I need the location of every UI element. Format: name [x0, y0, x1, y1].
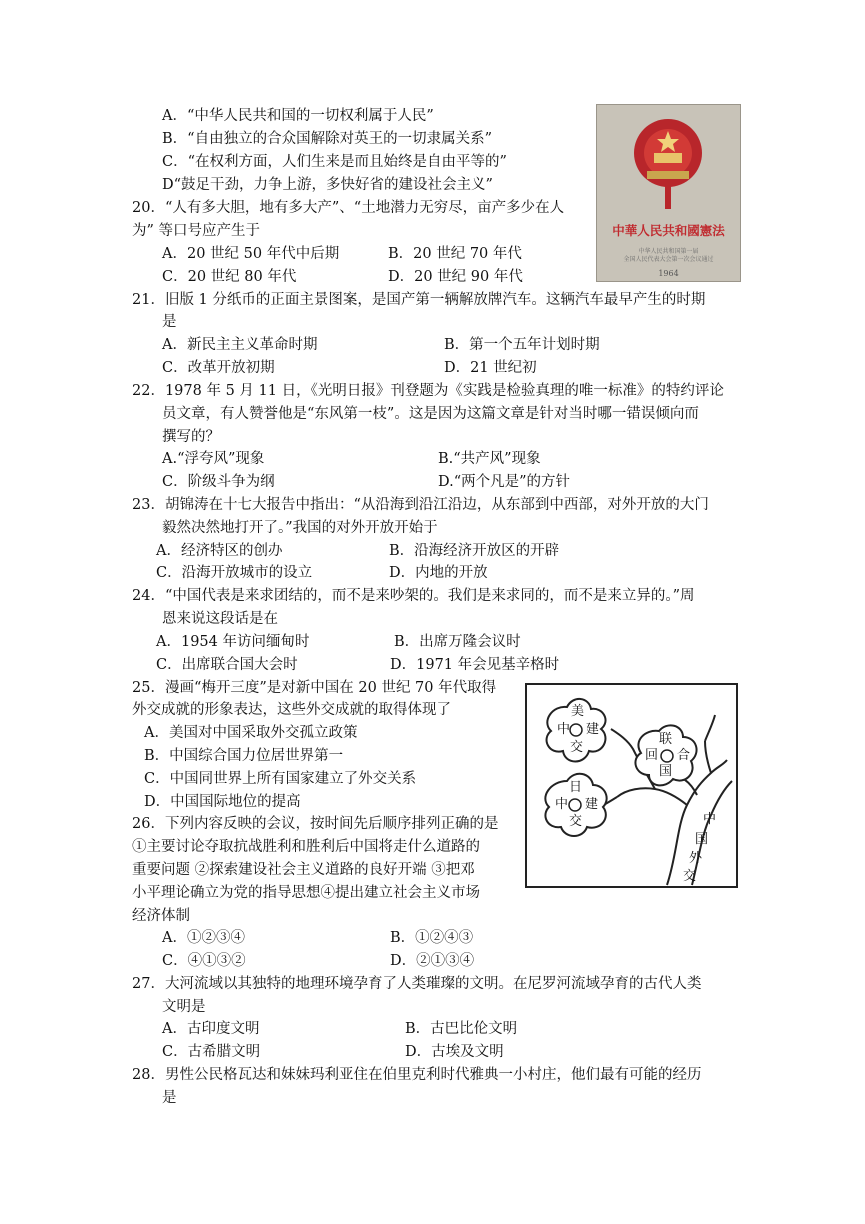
q27-stem-cont: 文明是: [162, 999, 206, 1015]
q23-option-d: D．内地的开放: [389, 565, 488, 581]
book-publisher: [597, 248, 740, 264]
q27-option-d: D．古埃及文明: [405, 1044, 504, 1060]
q22-option-b: B.“共产风”现象: [438, 451, 541, 467]
q21-option-c: C．改革开放初期: [162, 360, 275, 376]
flower3-char-4: 交: [569, 814, 583, 829]
q24-stem: 24．“中国代表是来求团结的，而不是来吵架的。我们是来求同的，而不是来立异的。”周: [132, 588, 695, 604]
q21-stem: 21．旧版 1 分纸币的正面主景图案，是国产第一辆解放牌汽车。这辆汽车最早产生的时期: [132, 292, 706, 308]
q19-option-c: C．“在权利方面，人们生来是而且始终是自由平等的”: [162, 154, 507, 170]
flower3-char-2: 中: [555, 797, 569, 812]
flower1-char-1: 美: [571, 704, 585, 719]
q24-option-c: C．出席联合国大会时: [156, 657, 298, 673]
q26-stem-cont-3: 小平理论确立为党的指导思想④提出建立社会主义市场: [132, 885, 480, 901]
q19-option-d: D“鼓足干劲，力争上游，多快好省的建设社会主义”: [162, 177, 493, 193]
q21-option-b: B．第一个五年计划时期: [444, 337, 600, 353]
book-title: 中華人民共和國憲法: [612, 223, 725, 238]
flower1-char-3: 建: [586, 722, 600, 737]
flower2-char-4: 国: [659, 764, 673, 779]
q26-stem-cont-1: ①主要讨论夺取抗战胜利和胜利后中国将走什么道路的: [132, 839, 480, 855]
q24-stem-cont: 恩来说这段话是在: [162, 611, 278, 627]
flower1-char-4: 交: [570, 740, 584, 755]
q27-option-c: C．古希腊文明: [162, 1044, 261, 1060]
q22-stem-cont-2: 撰写的？: [162, 429, 220, 445]
book-year: 1964: [658, 269, 679, 278]
cartoon-drawing: [527, 685, 736, 886]
q20-stem: 20．“人有多大胆，地有多大产”、“土地潜力无穷尽，亩产多少在人: [132, 200, 565, 216]
q27-option-a: A．古印度文明: [162, 1021, 260, 1037]
q24-option-a: A．1954 年访问缅甸时: [156, 634, 310, 650]
book-publisher-line-2: 全国人民代表大会第一次会议通过: [623, 256, 714, 263]
q22-option-d: D.“两个凡是”的方针: [438, 474, 571, 490]
q23-option-a: A．经济特区的创办: [156, 543, 283, 559]
q23-option-b: B．沿海经济开放区的开辟: [389, 543, 560, 559]
national-emblem-icon: [627, 111, 709, 211]
q21-option-d: D．21 世纪初: [444, 360, 537, 376]
q25-option-a: A．美国对中国采取外交孤立政策: [144, 725, 358, 741]
branch-char-2: 国: [695, 832, 709, 847]
q26-stem-cont-2: 重要问题 ②探索建设社会主义道路的良好开端 ③把邓: [132, 862, 475, 878]
q20-option-c: C．20 世纪 80 年代: [162, 269, 297, 285]
q26-option-d: D．②①③④: [390, 953, 475, 969]
q28-stem-cont: 是: [162, 1090, 177, 1106]
q20-stem-cont: 为” 等口号应产生于: [132, 223, 261, 239]
q23-stem: 23．胡锦涛在十七大报告中指出：“从沿海到沿江沿边，从东部到中西部，对外开放的大门: [132, 497, 709, 513]
flower2-char-3: 合: [677, 748, 691, 763]
q25-option-b: B．中国综合国力位居世界第一: [144, 748, 344, 764]
q22-option-c: C．阶级斗争为纲: [162, 474, 275, 490]
q20-option-d: D．20 世纪 90 年代: [388, 269, 523, 285]
q27-option-b: B．古巴比伦文明: [405, 1021, 518, 1037]
flower1-char-2: 中: [557, 722, 571, 737]
q19-option-a: A．“中华人民共和国的一切权利属于人民”: [162, 108, 434, 124]
book-publisher-line-1: 中华人民共和国第一届: [638, 248, 699, 255]
q25-option-c: C．中国同世界上所有国家建立了外交关系: [144, 771, 417, 787]
q22-option-a: A.“浮夸风”现象: [162, 451, 265, 467]
q25-stem-cont: 外交成就的形象表达，这些外交成就的取得体现了: [132, 702, 451, 718]
q21-stem-cont: 是: [162, 314, 177, 330]
q26-option-a: A．①②③④: [162, 930, 245, 946]
q22-stem: 22．1978 年 5 月 11 日，《光明日报》刊登题为《实践是检验真理的唯一标准》的特约评论: [132, 383, 724, 399]
q19-option-b: B．“自由独立的合众国解除对英王的一切隶属关系”: [162, 131, 492, 147]
branch-char-1: 中: [703, 812, 717, 827]
constitution-book-image: [596, 104, 741, 282]
flower2-char-2: 回: [645, 748, 659, 763]
branch-char-4: 交: [683, 869, 697, 884]
q22-stem-cont-1: 员文章，有人赞誉他是“东风第一枝”。这是因为这篇文章是针对当时哪一错误倾向而: [162, 406, 699, 422]
q24-option-d: D．1971 年会见基辛格时: [390, 657, 560, 673]
q26-stem: 26．下列内容反映的会议，按时间先后顺序排列正确的是: [132, 816, 499, 832]
q25-stem: 25．漫画“梅开三度”是对新中国在 20 世纪 70 年代取得: [132, 680, 497, 696]
q20-option-b: B．20 世纪 70 年代: [388, 246, 522, 262]
branch-char-3: 外: [689, 851, 703, 866]
flower2-char-1: 联: [659, 732, 673, 747]
plum-blossom-cartoon: [525, 683, 738, 888]
q24-option-b: B．出席万隆会议时: [394, 634, 521, 650]
q21-option-a: A．新民主主义革命时期: [162, 337, 318, 353]
q26-option-c: C．④①③②: [162, 953, 246, 969]
flower3-char-3: 建: [585, 797, 599, 812]
q23-option-c: C．沿海开放城市的设立: [156, 565, 313, 581]
q27-stem: 27．大河流域以其独特的地理环境孕育了人类璀璨的文明。在尼罗河流域孕育的古代人类: [132, 976, 702, 992]
q25-option-d: D．中国国际地位的提高: [144, 794, 301, 810]
q28-stem: 28．男性公民格瓦达和妹妹玛利亚住在伯里克利时代雅典一小村庄，他们最有可能的经历: [132, 1067, 702, 1083]
q23-stem-cont: 毅然决然地打开了。”我国的对外开放开始于: [162, 520, 438, 536]
q26-stem-cont-4: 经济体制: [132, 908, 190, 924]
q20-option-a: A．20 世纪 50 年代中后期: [162, 246, 340, 262]
flower3-char-1: 日: [569, 780, 583, 795]
q26-option-b: B．①②④③: [390, 930, 474, 946]
